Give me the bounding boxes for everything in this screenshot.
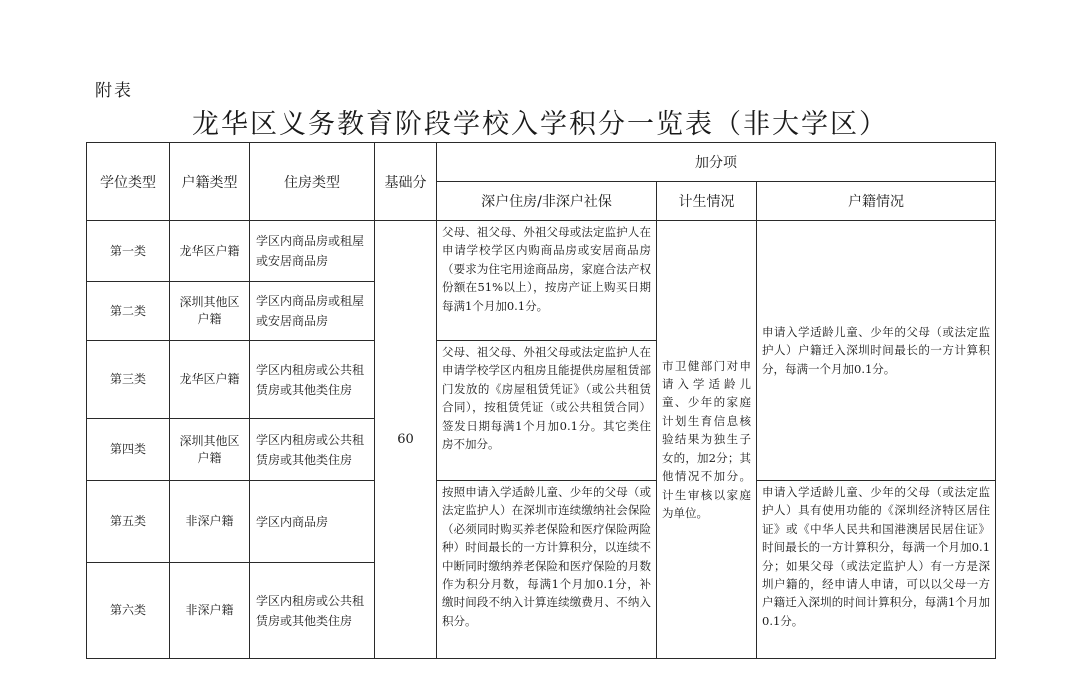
header-bonus-household: 户籍情况 [757, 182, 996, 221]
row-housing: 学区内商品房或租屋或安居商品房 [250, 282, 375, 341]
header-seat-type: 学位类型 [87, 143, 170, 221]
family-planning-text: 市卫健部门对申请入学适龄儿童、少年的家庭计划生育信息核验结果为独生子女的，加2分；其他情况不加分。计生审核以家庭为单位。 [657, 221, 757, 659]
bonus-social-security-text: 按照申请入学适龄儿童、少年的父母（或法定监护人）在深圳市连续缴纳社会保险（必须同时购买养老保险和医疗保险两险种）时间最长的一方计算积分，以连续不中断同时缴纳养老保险和医疗保险的月数作为积分月数，每满1个月加0.1分，补缴时间段不纳入计算连续缴费月、不纳入积分。 [437, 481, 657, 659]
table-row [87, 481, 996, 563]
header-household-type: 户籍类型 [170, 143, 250, 221]
row-household: 龙华区户籍 [170, 341, 250, 419]
row-category: 第六类 [87, 563, 170, 659]
table-row [87, 221, 996, 282]
row-category: 第四类 [87, 419, 170, 481]
row-housing: 学区内商品房或租屋或安居商品房 [250, 221, 375, 282]
bonus-owned-housing-text: 父母、祖父母、外祖父母或法定监护人在申请学校学区内购商品房或安居商品房（要求为住宅用途商品房，家庭合法产权份额在51%以上），按房产证上购买日期每满1个月加0.1分。 [437, 221, 657, 341]
header-bonus: 加分项 [437, 143, 996, 182]
row-category: 第二类 [87, 282, 170, 341]
row-household: 深圳其他区户籍 [170, 282, 250, 341]
appendix-label: 附表 [95, 81, 133, 101]
row-household: 龙华区户籍 [170, 221, 250, 282]
row-category: 第三类 [87, 341, 170, 419]
header-bonus-family-planning: 计生情况 [657, 182, 757, 221]
base-score-cell: 60 [375, 221, 437, 659]
row-category: 第五类 [87, 481, 170, 563]
row-housing: 学区内租房或公共租赁房或其他类住房 [250, 563, 375, 659]
household-shenzhen-text: 申请入学适龄儿童、少年的父母（或法定监护人）户籍迁入深圳时间最长的一方计算积分，每满一个月加0.1分。 [757, 221, 996, 481]
row-household: 非深户籍 [170, 481, 250, 563]
header-base-score: 基础分 [375, 143, 437, 221]
row-category: 第一类 [87, 221, 170, 282]
row-household: 深圳其他区户籍 [170, 419, 250, 481]
row-housing: 学区内租房或公共租赁房或其他类住房 [250, 419, 375, 481]
header-housing-type: 住房类型 [250, 143, 375, 221]
page-title: 龙华区义务教育阶段学校入学积分一览表（非大学区） [192, 109, 888, 140]
household-non-shenzhen-text: 申请入学适龄儿童、少年的父母（或法定监护人）具有使用功能的《深圳经济特区居住证》或《中华人民共和国港澳居民居住证》时间最长的一方计算积分，每满一个月加0.1分；如果父母（或法定监护人）有一方是深圳户籍的，经申请人申请，可以以父母一方户籍迁入深圳的时间计算积分，每满1个月加0.1分。 [757, 481, 996, 659]
header-bonus-housing: 深户住房/非深户社保 [437, 182, 657, 221]
row-housing: 学区内租房或公共租赁房或其他类住房 [250, 341, 375, 419]
bonus-rented-housing-text: 父母、祖父母、外祖父母或法定监护人在申请学校学区内租房且能提供房屋租赁部门发放的《房屋租赁凭证》（或公共租赁合同），按租赁凭证（或公共租赁合同）签发日期每满1个月加0.1分。其它类住房不加分。 [437, 341, 657, 481]
row-household: 非深户籍 [170, 563, 250, 659]
points-table [86, 142, 996, 659]
row-housing: 学区内商品房 [250, 481, 375, 563]
